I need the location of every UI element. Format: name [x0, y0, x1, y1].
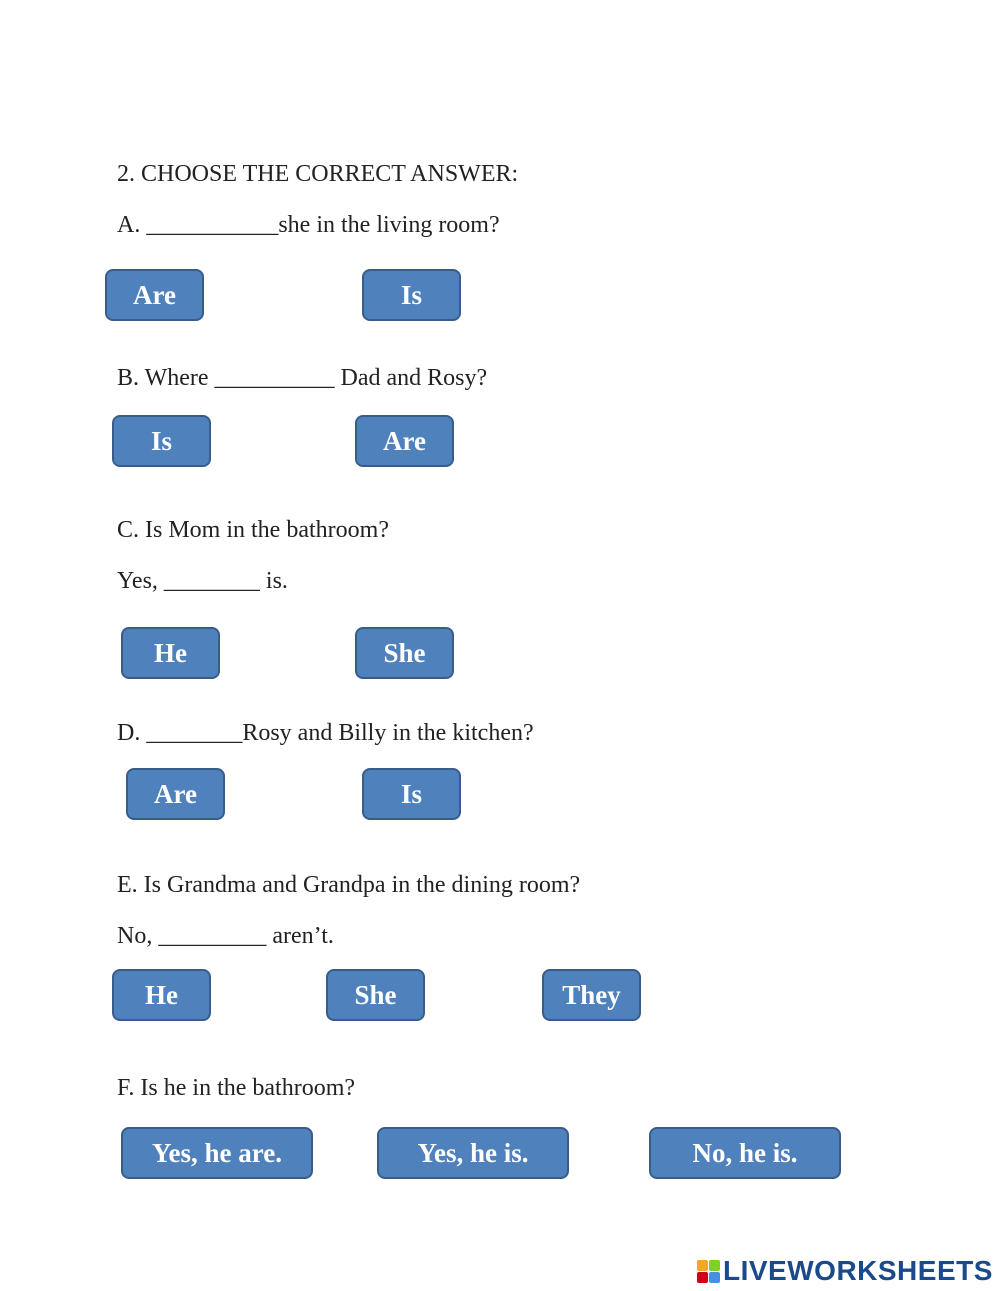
question-f-option-yes-he-are[interactable]: Yes, he are.: [121, 1127, 313, 1179]
question-c-option-he[interactable]: He: [121, 627, 220, 679]
question-d-prompt: D. ________Rosy and Billy in the kitchen?: [117, 720, 534, 746]
logo-mark-square-3: [697, 1272, 708, 1283]
question-c-option-she[interactable]: She: [355, 627, 454, 679]
question-e-option-they[interactable]: They: [542, 969, 641, 1021]
worksheet-heading: 2. CHOOSE THE CORRECT ANSWER:: [117, 161, 519, 187]
question-a-option-is[interactable]: Is: [362, 269, 461, 321]
question-f-prompt: F. Is he in the bathroom?: [117, 1075, 356, 1101]
liveworksheets-logo: [697, 1255, 993, 1287]
question-b-option-are[interactable]: Are: [355, 415, 454, 467]
logo-mark-square-2: [709, 1260, 720, 1271]
question-a-option-are[interactable]: Are: [105, 269, 204, 321]
question-d-option-are[interactable]: Are: [126, 768, 225, 820]
logo-mark-square-1: [697, 1260, 708, 1271]
question-e-option-he[interactable]: He: [112, 969, 211, 1021]
question-e-prompt: E. Is Grandma and Grandpa in the dining room?: [117, 872, 581, 898]
question-e-answer-line: No, _________ aren’t.: [117, 923, 334, 949]
question-d-option-is[interactable]: Is: [362, 768, 461, 820]
logo-mark-square-4: [709, 1272, 720, 1283]
question-c-prompt: C. Is Mom in the bathroom?: [117, 517, 389, 543]
logo-text: LIVEWORKSHEETS: [723, 1255, 993, 1286]
question-c-answer-line: Yes, ________ is.: [117, 568, 288, 594]
question-a-prompt: A. ___________she in the living room?: [117, 212, 500, 238]
logo-mark-icon: [697, 1260, 720, 1283]
question-f-option-no-he-is[interactable]: No, he is.: [649, 1127, 841, 1179]
question-b-prompt: B. Where __________ Dad and Rosy?: [117, 365, 488, 391]
question-e-option-she[interactable]: She: [326, 969, 425, 1021]
question-b-option-is[interactable]: Is: [112, 415, 211, 467]
question-f-option-yes-he-is[interactable]: Yes, he is.: [377, 1127, 569, 1179]
